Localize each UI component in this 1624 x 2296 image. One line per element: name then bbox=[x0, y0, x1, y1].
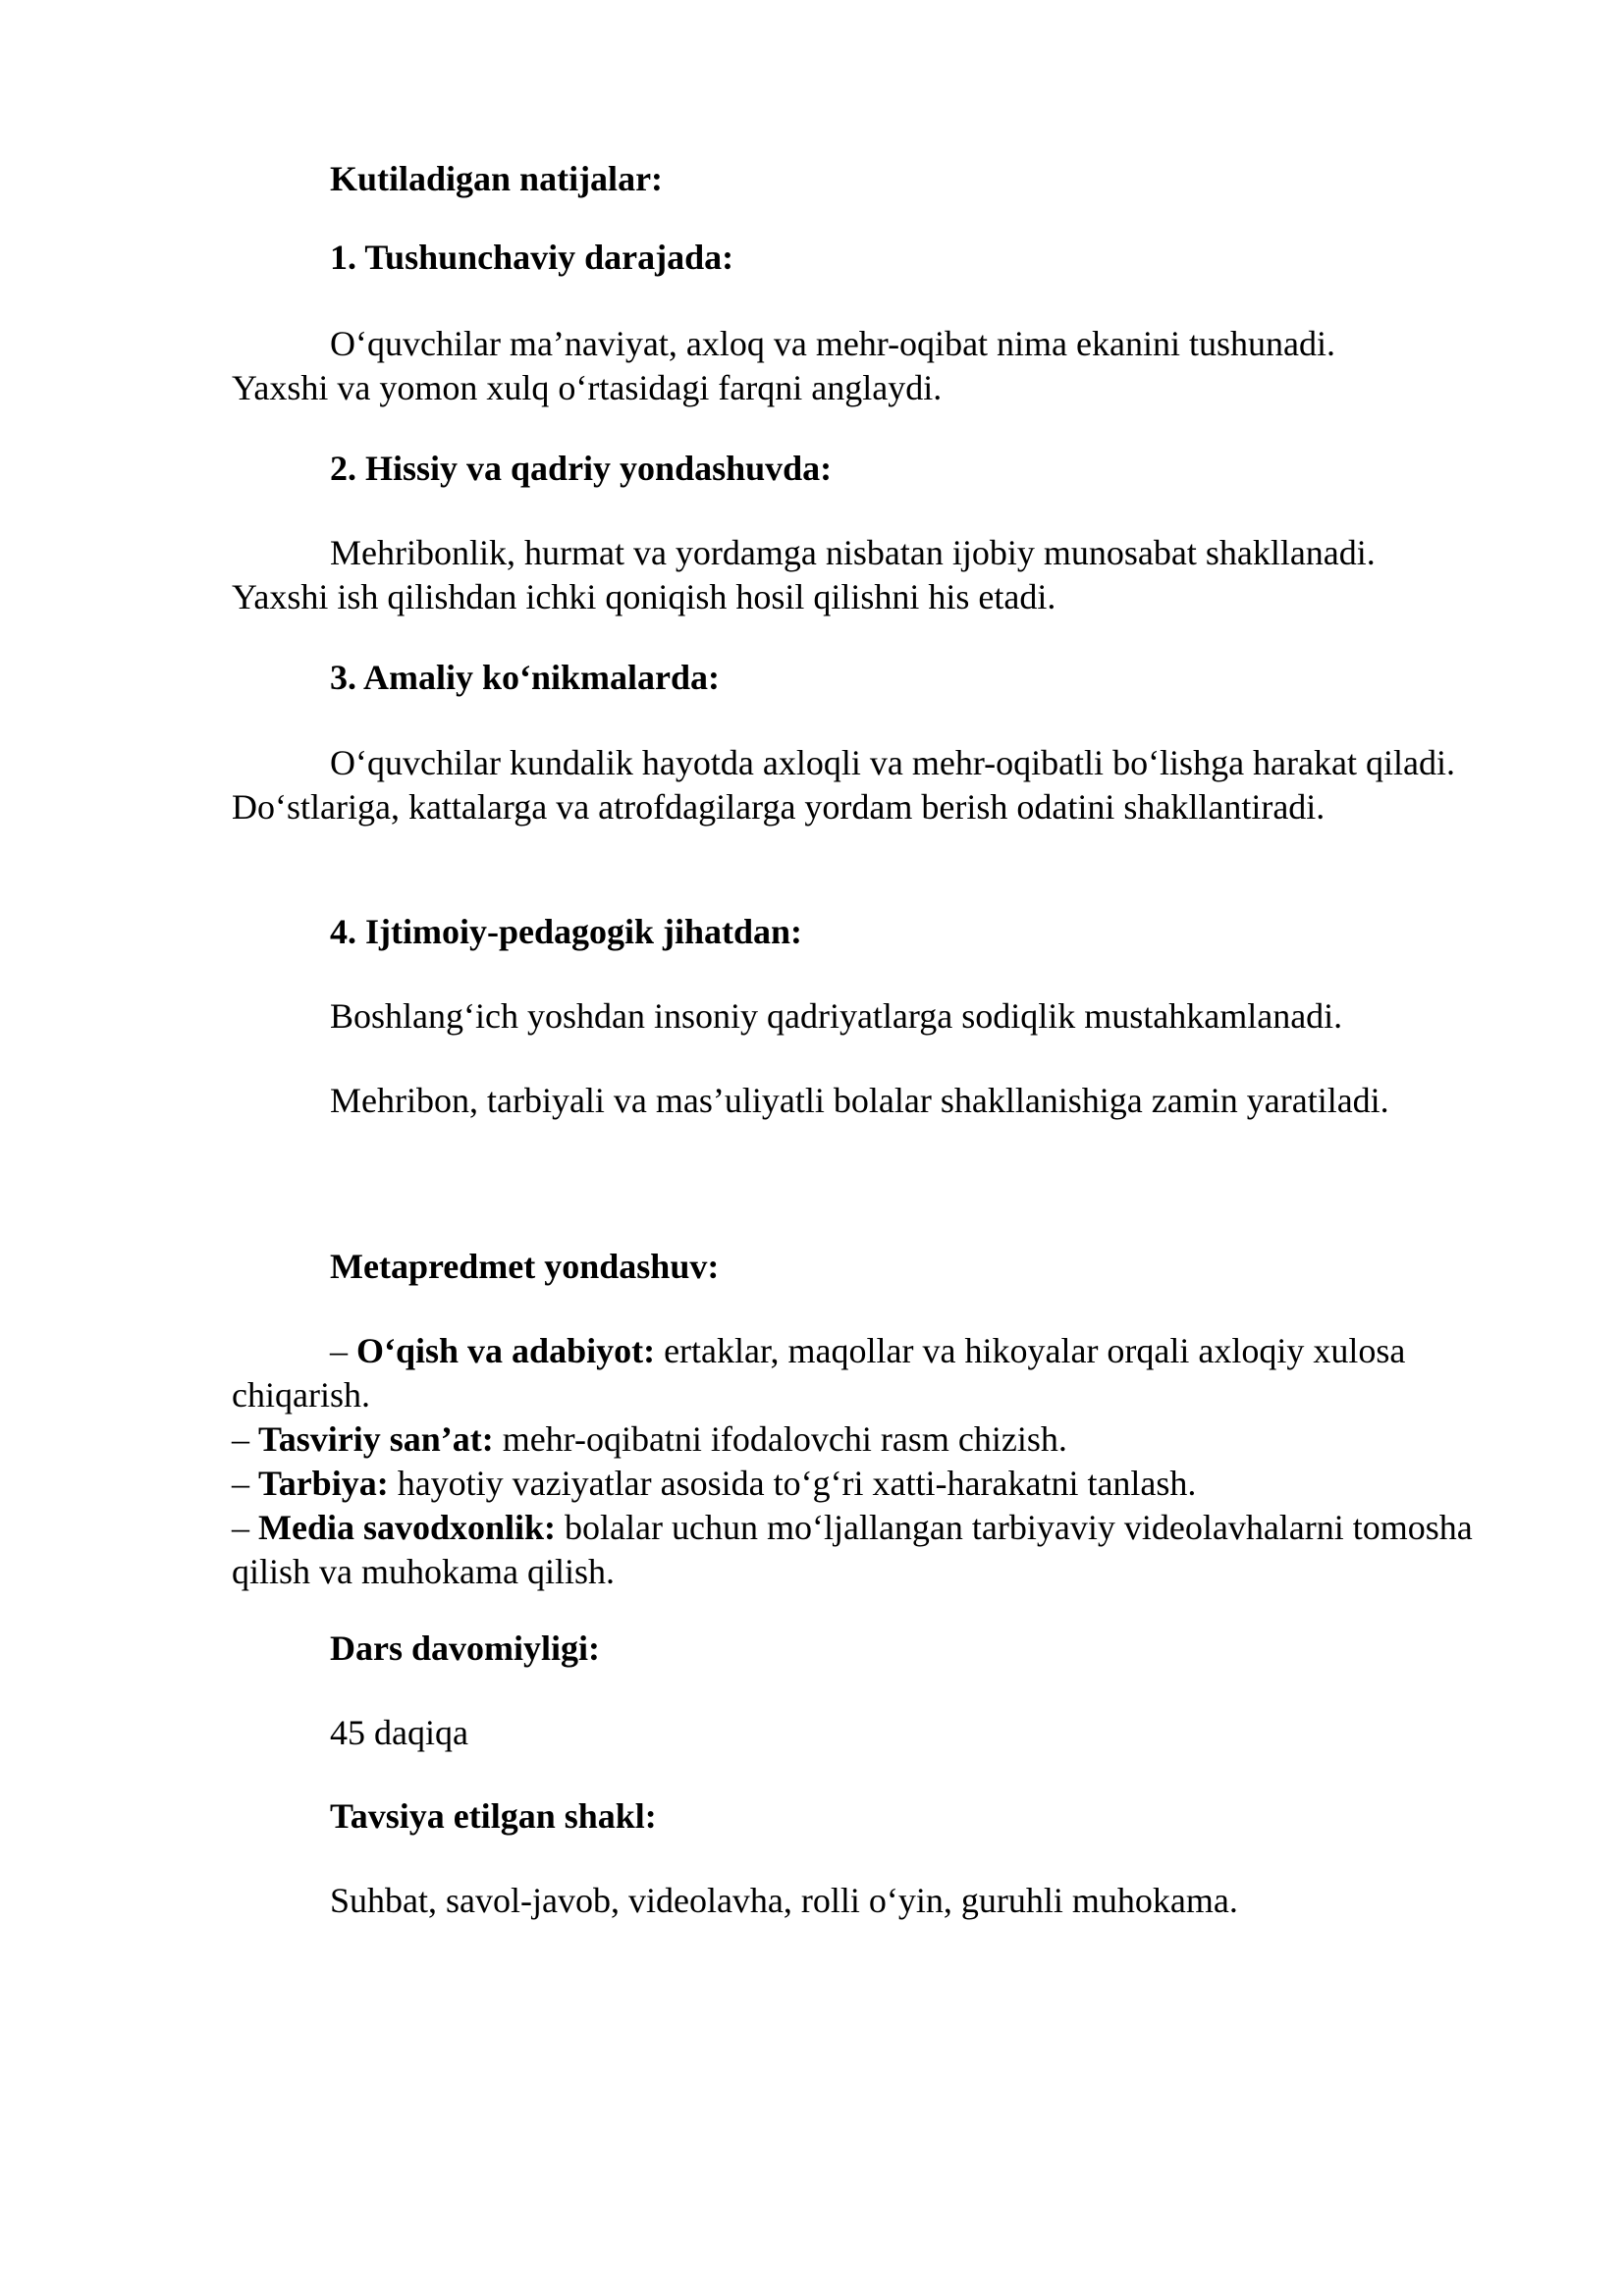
dash: – bbox=[330, 1331, 356, 1370]
metasubject-text: ertaklar, maqollar va hikoyalar orqali axloqiy xulosa chiqarish. bbox=[232, 1331, 1406, 1415]
form-value: Suhbat, savol-javob, videolavha, rolli o‘yin, guruhli muhokama. bbox=[330, 1881, 1238, 1920]
metasubject-term: Tasviriy san’at: bbox=[258, 1419, 494, 1459]
dash: – bbox=[232, 1508, 258, 1547]
metasubject-item bbox=[232, 1506, 1508, 1594]
section-2-title: 2. Hissiy va qadriy yondashuvda: bbox=[330, 449, 833, 488]
section-4-line-1: Boshlang‘ich yoshdan insoniy qadriyatlarga sodiqlik mustahkamlanadi. bbox=[330, 996, 1343, 1036]
section-2-line-1: Mehribonlik, hurmat va yordamga nisbatan ijobiy munosabat shakllanadi. bbox=[330, 533, 1376, 572]
section-3-title: 3. Amaliy ko‘nikmalarda: bbox=[330, 658, 721, 697]
section-1-title: 1. Tushunchaviy darajada: bbox=[330, 238, 734, 277]
metasubject-term: Media savodxonlik: bbox=[258, 1508, 557, 1547]
metasubject-term: O‘qish va adabiyot: bbox=[356, 1331, 656, 1370]
section-1-line-2: Yaxshi va yomon xulq o‘rtasidagi farqni anglaydi. bbox=[232, 368, 943, 407]
metasubject-list bbox=[232, 1329, 1508, 1594]
metasubject-text: hayotiy vaziyatlar asosida to‘g‘ri xatti-harakatni tanlash. bbox=[388, 1464, 1197, 1503]
metasubject-item bbox=[232, 1417, 1508, 1462]
section-3-body bbox=[232, 741, 1508, 829]
metasubject-text: mehr-oqibatni ifodalovchi rasm chizish. bbox=[493, 1419, 1067, 1459]
results-heading: Kutiladigan natijalar: bbox=[330, 159, 664, 198]
section-3-line-2: Do‘stlariga, kattalarga va atrofdagilarga yordam berish odatini shakllantiradi. bbox=[232, 787, 1326, 827]
duration-value: 45 daqiqa bbox=[330, 1713, 468, 1752]
dash: – bbox=[232, 1419, 258, 1459]
metasubject-heading: Metapredmet yondashuv: bbox=[330, 1247, 720, 1286]
section-1-body bbox=[232, 322, 1508, 410]
metasubject-item bbox=[232, 1329, 1508, 1417]
section-1-line-1: O‘quvchilar ma’naviyat, axloq va mehr-oqibat nima ekanini tushunadi. bbox=[330, 324, 1335, 363]
section-2-line-2: Yaxshi ish qilishdan ichki qoniqish hosil qilishni his etadi. bbox=[232, 577, 1056, 616]
dash: – bbox=[232, 1464, 258, 1503]
form-heading: Tavsiya etilgan shakl: bbox=[330, 1796, 657, 1836]
metasubject-term: Tarbiya: bbox=[258, 1464, 389, 1503]
duration-heading: Dars davomiyligi: bbox=[330, 1629, 600, 1668]
metasubject-text: bolalar uchun mo‘ljallangan tarbiyaviy videolavhalarni tomosha qilish va muhokama qilish. bbox=[232, 1508, 1473, 1591]
section-4-line-2: Mehribon, tarbiyali va mas’uliyatli bolalar shakllanishiga zamin yaratiladi. bbox=[330, 1081, 1389, 1120]
section-2-body bbox=[232, 531, 1508, 619]
section-3-line-1: O‘quvchilar kundalik hayotda axloqli va mehr-oqibatli bo‘lishga harakat qiladi. bbox=[330, 743, 1455, 782]
metasubject-item bbox=[232, 1462, 1508, 1506]
section-4-title: 4. Ijtimoiy-pedagogik jihatdan: bbox=[330, 912, 803, 951]
